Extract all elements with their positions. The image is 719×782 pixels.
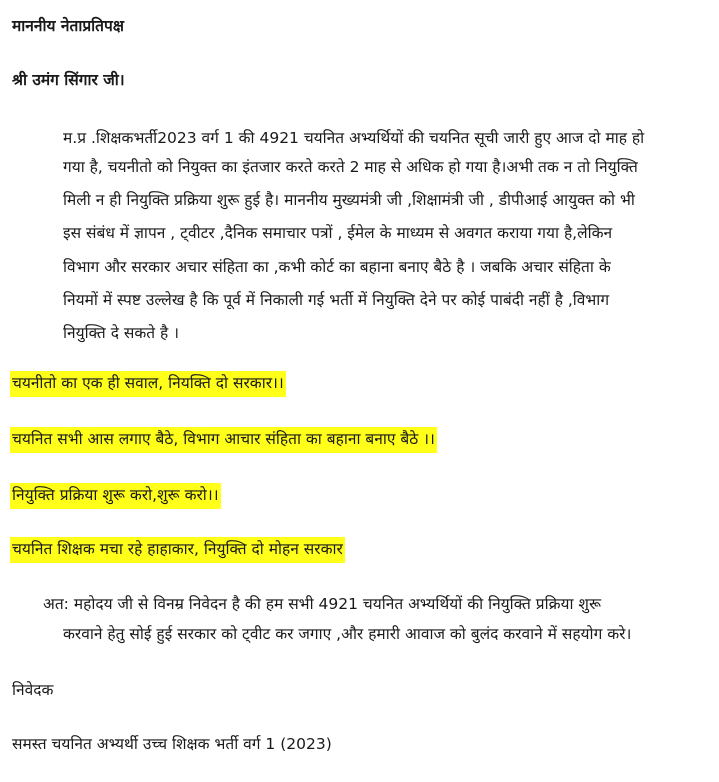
highlighted-slogan: चयनीतो का एक ही सवाल, नियक्ति दो सरकार।। <box>10 371 286 397</box>
body-line: मिली न ही नियुक्ति प्रक्रिया शुरू हुई है। माननीय मुख्यमंत्री जी ,शिक्षामंत्री जी , डीपीआई आयुक्त को भी <box>63 191 635 209</box>
signature-line: समस्त चयनित अभ्यर्थी उच्च शिक्षक भर्ती वर्ग 1 (2023) <box>12 735 332 753</box>
body-line: विभाग और सरकार अचार संहिता का ,कभी कोर्ट का बहाना बनाए बैठे है । जबकि अचार संहिता के <box>63 258 611 276</box>
highlighted-slogan: चयनित शिक्षक मचा रहे हाहाकार, नियुक्ति दो मोहन सरकार <box>10 537 345 563</box>
body-line: नियुक्ति दे सकते है । <box>63 324 180 342</box>
request-line: अत: महोदय जी से विनम्र निवेदन है की हम सभी 4921 चयनित अभ्यर्थियों की नियुक्ति प्रक्रिया शुरू <box>43 595 602 613</box>
highlighted-slogan: नियुक्ति प्रक्रिया शुरू करो,शुरू करो।। <box>10 483 221 509</box>
closing-word: निवेदक <box>12 681 54 699</box>
body-line: म.प्र .शिक्षकभर्ती2023 वर्ग 1 की 4921 चयनित अभ्यर्थियों की चयनित सूची जारी हुए आज दो माह हो <box>63 129 645 147</box>
highlighted-slogan: चयनित सभी आस लगाए बैठे, विभाग आचार संहिता का बहाना बनाए बैठे ।। <box>10 427 437 453</box>
body-line: गया है, चयनीतो को नियुक्त का इंतजार करते करते 2 माह से अधिक हो गया है।अभी तक न तो नियुक्ति <box>63 158 638 176</box>
addressee-line: श्री उमंग सिंगार जी। <box>12 71 125 89</box>
request-line: करवाने हेतु सोई हुई सरकार को ट्वीट कर जगाए ,और हमारी आवाज को बुलंद करवाने में सहयोग करे। <box>63 625 632 643</box>
salutation-heading: माननीय नेताप्रतिपक्ष <box>12 17 124 35</box>
body-line: इस संबंध में ज्ञापन , ट्वीटर ,दैनिक समाचार पत्रों , ईमेल के माध्यम से अवगत कराया गया है,लेकिन <box>63 224 613 242</box>
body-line: नियमों में स्पष्ट उल्लेख है कि पूर्व में निकाली गई भर्ती में नियुक्ति देने पर कोई पाबंदी नहीं है ,विभाग <box>63 291 610 309</box>
